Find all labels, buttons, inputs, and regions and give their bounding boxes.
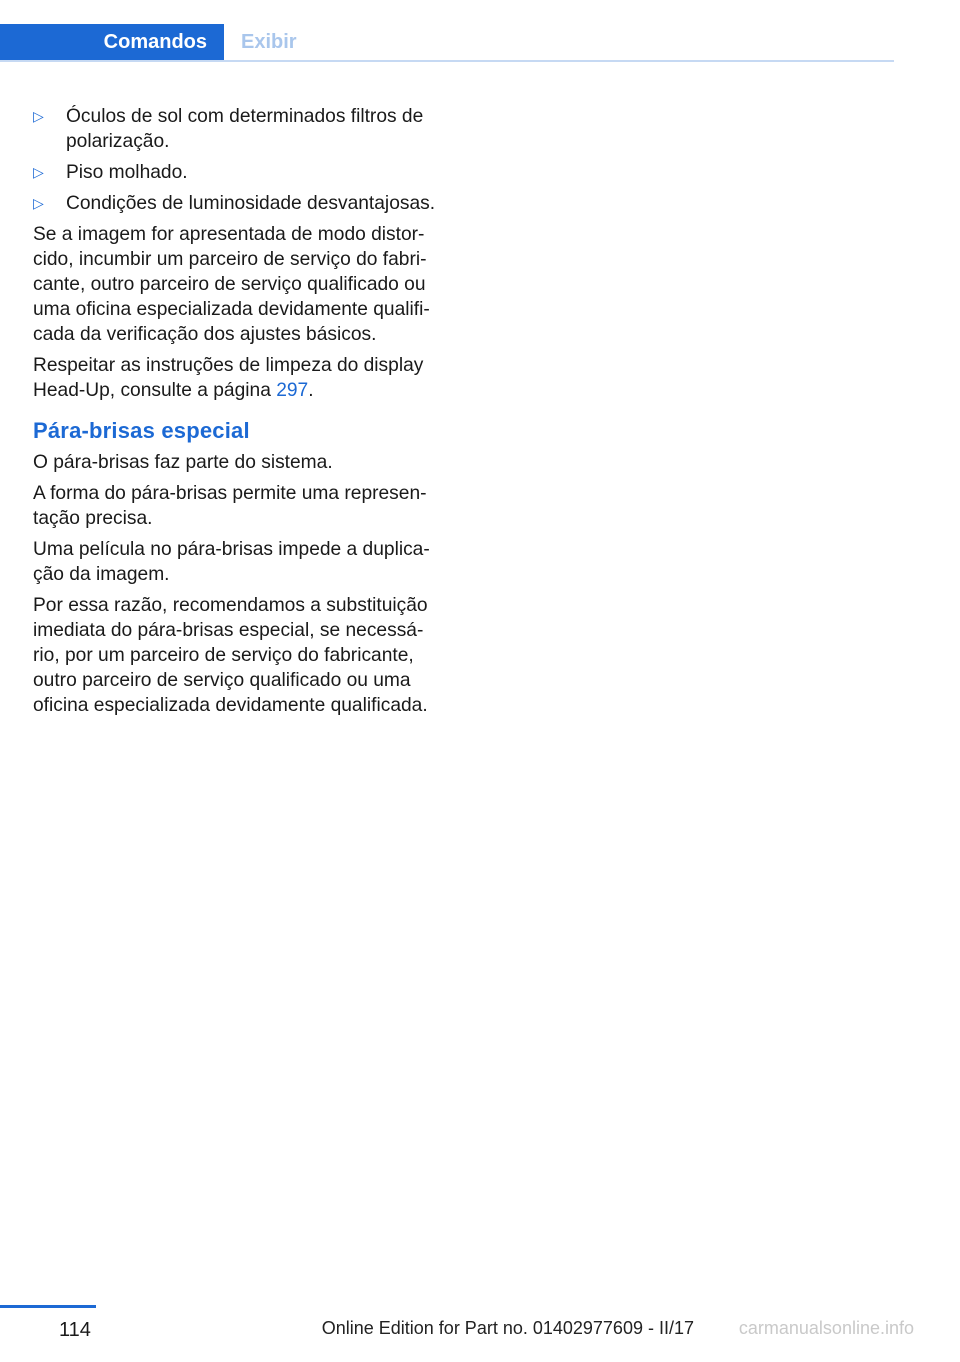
list-item-text: Piso molhado. <box>66 162 188 183</box>
paragraph: Se a imagem for apresentada de modo distorcido, incumbir um parceiro de serviço do fabricante, outro parceiro de serviço qualificado ou uma oficina especializada devidamente qualificada da verificação dos ajustes básicos. <box>33 224 430 345</box>
list-item <box>33 104 443 154</box>
header-divider <box>0 60 894 62</box>
paragraph: Por essa razão, recomendamos a substituição imediata do pára-brisas especial, se necessário, por um parceiro de serviço do fabricante, outro parceiro de serviço qualificado ou uma oficina especializada devidamente qualificada. <box>33 595 428 716</box>
tab-comandos[interactable]: Comandos <box>0 24 224 60</box>
list-item-text: Condições de luminosidade desvantajosas. <box>66 193 436 214</box>
footer-rule <box>0 1305 96 1308</box>
paragraph: A forma do pára-brisas permite uma representação precisa. <box>33 483 427 529</box>
triangle-right-icon: ▷ <box>33 108 44 124</box>
list-item <box>33 191 443 216</box>
tab-exibir[interactable]: Exibir <box>241 30 297 53</box>
page-number: 114 <box>59 1319 91 1341</box>
header-tabs <box>0 24 894 64</box>
page-link[interactable]: 297 <box>276 380 309 401</box>
paragraph: O pára-brisas faz parte do sistema. <box>33 452 333 473</box>
triangle-right-icon: ▷ <box>33 164 44 180</box>
edition-label: Online Edition for Part no. 01402977609 - II/17 <box>321 1318 694 1338</box>
list-item <box>33 160 443 185</box>
main-content <box>33 104 443 724</box>
section-heading: Pára-brisas especial <box>33 418 250 443</box>
paragraph-text: Respeitar as instruções de limpeza do display Head-Up, consulte a página <box>33 355 424 401</box>
list-item-text: Óculos de sol com determinados filtros de polarização. <box>66 106 424 152</box>
triangle-right-icon: ▷ <box>33 195 44 211</box>
paragraph-with-link <box>33 353 443 403</box>
paragraph: Uma película no pára-brisas impede a duplicação da imagem. <box>33 539 430 585</box>
paragraph-text: . <box>308 380 314 401</box>
watermark: carmanualsonline.info <box>738 1318 914 1338</box>
